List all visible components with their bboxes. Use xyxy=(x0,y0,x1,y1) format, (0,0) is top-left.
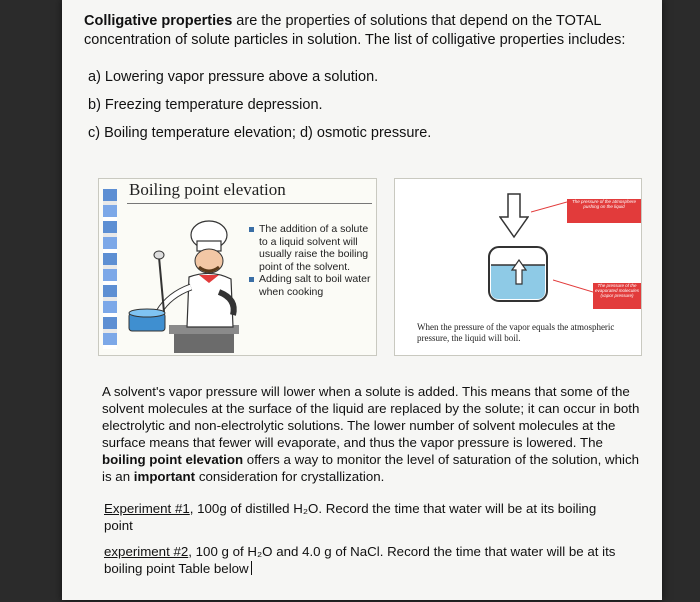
chef-cartoon xyxy=(119,217,249,353)
slide-bullet xyxy=(249,273,374,298)
intro-paragraph xyxy=(84,12,644,50)
list-item: b) Freezing temperature depression. xyxy=(88,97,323,113)
list-item: c) Boiling temperature elevation; d) osmotic pressure. xyxy=(88,125,432,141)
bullet-marker xyxy=(249,227,254,232)
vapor-pressure-slide xyxy=(394,178,642,356)
slide-caption: When the pressure of the vapor equals the atmospheric pressure, the liquid will boil. xyxy=(417,322,615,343)
label-connector xyxy=(531,201,567,213)
slide-bullets xyxy=(249,223,374,298)
down-arrow-icon xyxy=(499,193,529,239)
bullet-text: Adding salt to boil water when cooking xyxy=(259,273,371,298)
slide-title: Boiling point elevation xyxy=(129,180,286,199)
intro-text: are the properties of solutions that depend on the TOTAL concentration of solute particles in solution. The list of colligative properties includes: xyxy=(84,13,626,48)
bullet-text: The addition of a solute to a liquid solvent will usually raise the boiling point of the solvent. xyxy=(259,223,369,273)
document-page xyxy=(62,0,662,600)
body-text-2: offers a way to monitor the level of saturation of the solution, which is an xyxy=(102,452,640,484)
intro-term: Colligative properties xyxy=(84,13,233,29)
slide-bullet xyxy=(249,223,374,273)
experiment-2-text: , 100 g of H₂O and 4.0 g of NaCl. Record the time that water will be at its boiling point Table below xyxy=(104,544,616,576)
title-divider xyxy=(127,203,372,204)
atmosphere-pressure-label: The pressure of the atmosphere pushing on the liquid xyxy=(567,199,641,223)
bullet-marker xyxy=(249,277,254,282)
experiment-1 xyxy=(104,500,624,534)
vapor-pressure-label: The pressure of the evaporated molecules (vapor pressure) xyxy=(593,283,641,309)
body-bold-1: boiling point elevation xyxy=(102,452,244,467)
experiment-1-text: , 100g of distilled H₂O. Record the time that water will be at its boiling point xyxy=(104,501,597,533)
experiment-2-label: experiment #2 xyxy=(104,544,189,559)
list-item: a) Lowering vapor pressure above a solution. xyxy=(88,69,379,85)
body-text-3: consideration for crystallization. xyxy=(198,469,385,484)
body-paragraph xyxy=(102,383,642,485)
up-arrow-icon xyxy=(511,259,527,285)
boiling-point-slide xyxy=(98,178,377,356)
body-bold-2: important xyxy=(133,469,196,484)
text-cursor xyxy=(251,561,252,575)
body-text-1: A solvent's vapor pressure will lower when a solute is added. This means that some of the solvent molecules at the surface of the liquid are replaced by the solute; it can occur in both electrolytic and non-electrolytic solutions. The lower number of solvent molecules at the surface means that fewer will evaporate, and thus the vapor pressure is lowered. The xyxy=(102,384,640,450)
experiment-1-label: Experiment #1 xyxy=(104,501,190,516)
slide-stripes xyxy=(103,189,117,349)
experiment-2 xyxy=(104,543,624,577)
label-connector xyxy=(553,279,593,293)
